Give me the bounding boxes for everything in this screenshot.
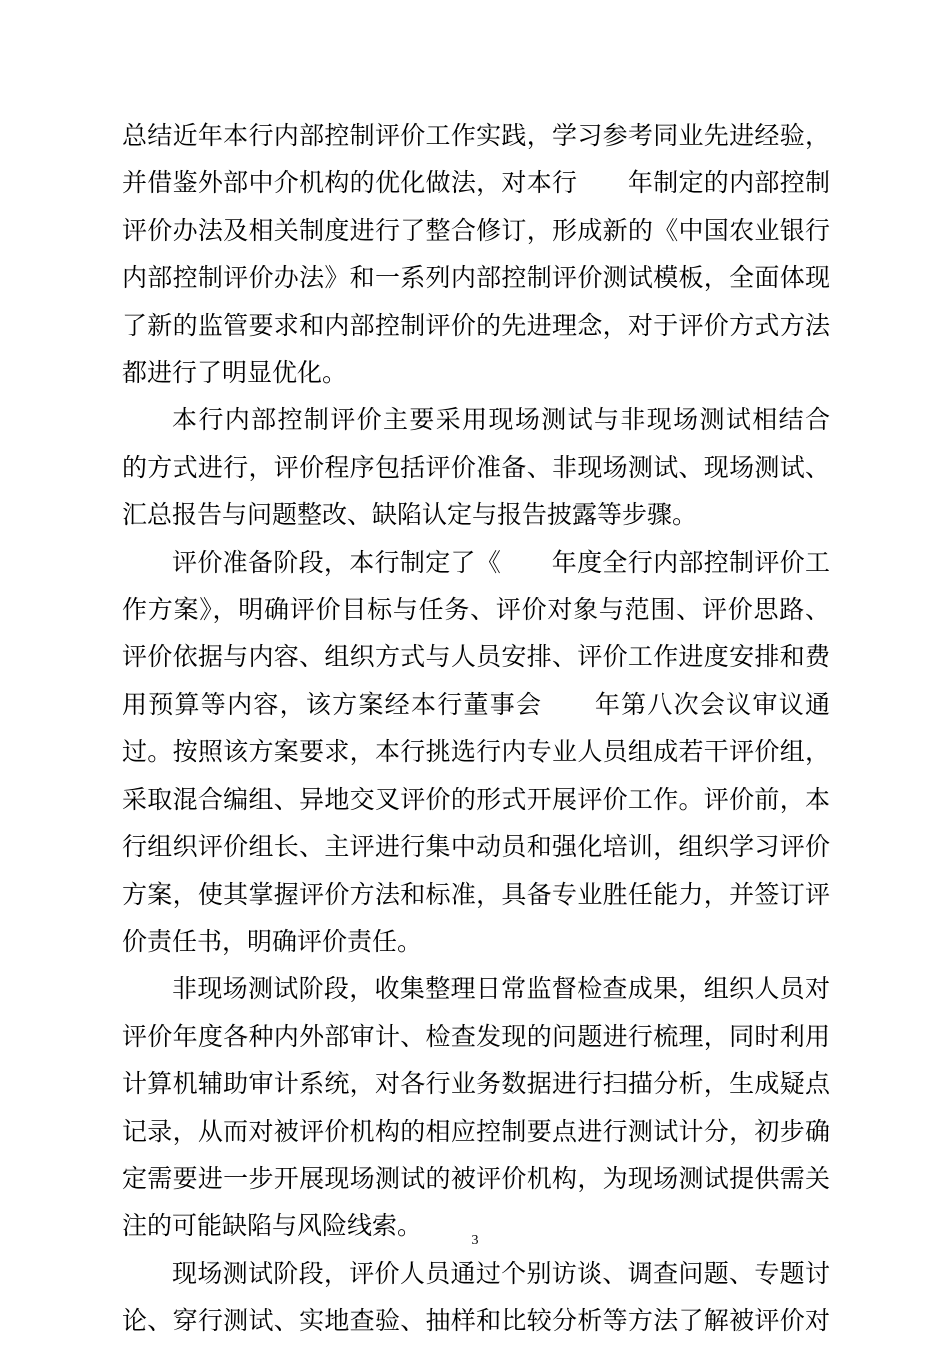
- page-number: 3: [471, 1233, 479, 1248]
- text-line: 汇总报告与问题整改、缺陷认定与报告披露等步骤。: [122, 500, 698, 530]
- text-line: 论、穿行测试、实地查验、抽样和比较分析等方法了解被评价对: [122, 1306, 830, 1336]
- text-line: 评价依据与内容、组织方式与人员安排、评价工作进度安排和费: [122, 642, 830, 672]
- text-line: 记录，从而对被评价机构的相应控制要点进行测试计分，初步确: [122, 1116, 830, 1146]
- text-line: 本行内部控制评价主要采用现场测试与非现场测试相结合: [172, 405, 830, 435]
- text-line: 用预算等内容，该方案经本行董事会 年第八次会议审议通: [122, 689, 830, 719]
- paragraph: [122, 965, 830, 1249]
- text-line: 定需要进一步开展现场测试的被评价机构，为现场测试提供需关: [122, 1163, 830, 1193]
- text-line: 价责任书，明确评价责任。: [122, 926, 423, 956]
- text-line: 评价办法及相关制度进行了整合修订，形成新的《中国农业银行: [122, 215, 830, 245]
- text-line: 内部控制评价办法》和一系列内部控制评价测试模板，全面体现: [122, 263, 830, 293]
- text-line: 评价准备阶段，本行制定了《 年度全行内部控制评价工: [172, 547, 830, 577]
- text-line: 方案，使其掌握评价方法和标准，具备专业胜任能力，并签订评: [122, 879, 830, 909]
- paragraph: [122, 396, 830, 538]
- paragraph: [122, 1250, 830, 1345]
- text-line: 过。按照该方案要求，本行挑选行内专业人员组成若干评价组，: [122, 737, 830, 767]
- text-line: 了新的监管要求和内部控制评价的先进理念，对于评价方式方法: [122, 310, 830, 340]
- document-body: [122, 112, 830, 1345]
- paragraph: [122, 112, 830, 396]
- text-line: 现场测试阶段，评价人员通过个别访谈、调查问题、专题讨: [172, 1258, 830, 1288]
- text-line: 计算机辅助审计系统，对各行业务数据进行扫描分析，生成疑点: [122, 1069, 830, 1099]
- text-line: 作方案》，明确评价目标与任务、评价对象与范围、评价思路、: [122, 595, 830, 625]
- text-line: 总结近年本行内部控制评价工作实践，学习参考同业先进经验，: [122, 121, 830, 150]
- text-line: 非现场测试阶段，收集整理日常监督检查成果，组织人员对: [172, 974, 830, 1004]
- paragraph: [122, 539, 830, 966]
- text-line: 都进行了明显优化。: [122, 358, 348, 388]
- text-line: 评价年度各种内外部审计、检查发现的问题进行梳理，同时利用: [122, 1021, 830, 1051]
- text-line: 行组织评价组长、主评进行集中动员和强化培训，组织学习评价: [122, 832, 830, 862]
- text-line: 注的可能缺陷与风险线索。: [122, 1211, 423, 1241]
- text-line: 的方式进行，评价程序包括评价准备、非现场测试、现场测试、: [122, 452, 830, 482]
- text-line: 并借鉴外部中介机构的优化做法，对本行 年制定的内部控制: [122, 168, 830, 198]
- text-line: 采取混合编组、异地交叉评价的形式开展评价工作。评价前，本: [122, 784, 830, 814]
